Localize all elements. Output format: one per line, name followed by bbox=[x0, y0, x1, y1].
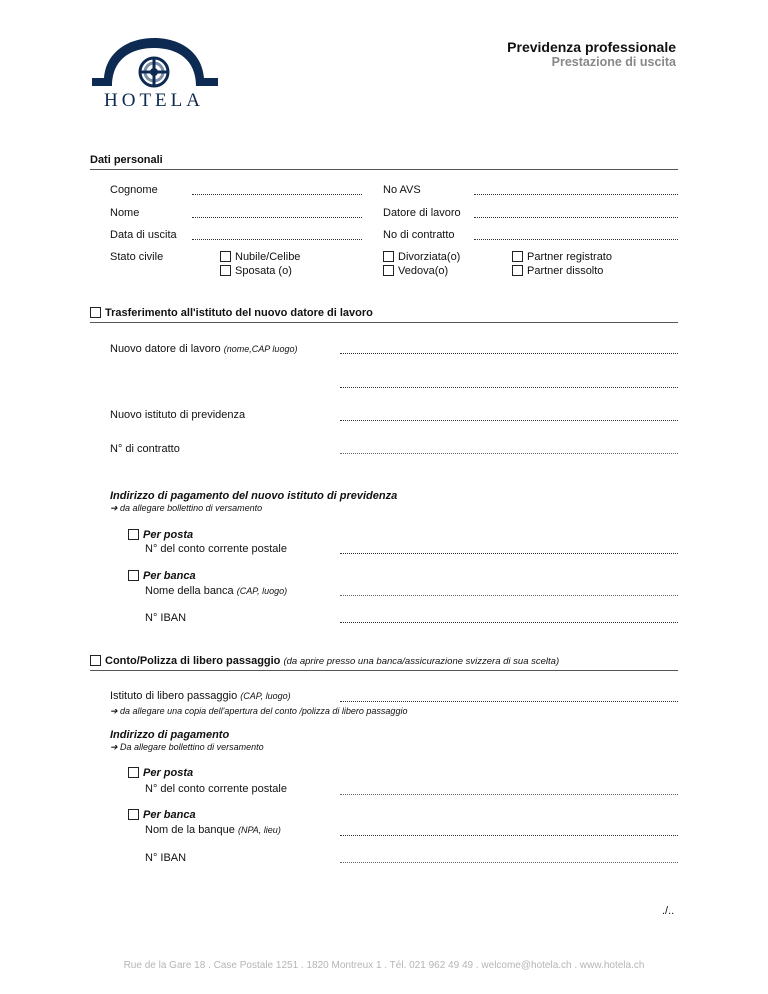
exit-date-field[interactable] bbox=[192, 239, 362, 240]
transfer-iban-field[interactable] bbox=[340, 622, 678, 623]
option-transfer-bank[interactable]: Per banca bbox=[128, 570, 196, 582]
option-single[interactable]: Nubile/Celibe bbox=[220, 251, 300, 263]
checkbox-married[interactable] bbox=[220, 265, 231, 276]
label-employer: Datore di lavoro bbox=[383, 207, 461, 219]
avs-field[interactable] bbox=[474, 194, 678, 195]
new-employer-field-line2[interactable] bbox=[340, 387, 678, 388]
section-vested-benefits bbox=[90, 655, 678, 671]
label-vested-iban: N° IBAN bbox=[145, 852, 187, 864]
checkbox-dissolved-partner[interactable] bbox=[512, 265, 523, 276]
label-vested-institution: Istituto di libero passaggio (CAP, luogo) bbox=[110, 690, 291, 702]
contract-no-field[interactable] bbox=[340, 453, 678, 454]
label-vested-bank-name: Nom de la banque (NPA, lieu) bbox=[145, 824, 281, 836]
checkbox-vested-bank[interactable] bbox=[128, 809, 139, 820]
new-employer-field[interactable] bbox=[340, 353, 678, 354]
label-contract-no: N° di contratto bbox=[110, 443, 180, 455]
footer-address: Rue de la Gare 18 . Case Postale 1251 . 1820 Montreux 1 . Tél. 021 962 49 49 . welcome@hotela.ch . www.hotela.ch bbox=[123, 960, 645, 971]
transfer-payment-heading: Indirizzo di pagamento del nuovo istituto di previdenza bbox=[110, 490, 398, 502]
checkbox-registered-partner[interactable] bbox=[512, 251, 523, 262]
label-new-institution: Nuovo istituto di previdenza bbox=[110, 409, 246, 421]
checkbox-divorced[interactable] bbox=[383, 251, 394, 262]
vested-payment-heading: Indirizzo di pagamento bbox=[110, 729, 230, 741]
label-avs: No AVS bbox=[383, 184, 421, 196]
label-surname: Cognome bbox=[110, 184, 158, 196]
option-divorced[interactable]: Divorziata(o) bbox=[383, 251, 460, 263]
label-exit-date: Data di uscita bbox=[110, 229, 177, 241]
employer-field[interactable] bbox=[474, 217, 678, 218]
option-vested-bank[interactable]: Per banca bbox=[128, 809, 196, 821]
vested-bank-name-field[interactable] bbox=[340, 835, 678, 836]
option-married[interactable]: Sposata (o) bbox=[220, 265, 292, 277]
section-vested-heading: Conto/Polizza di libero passaggio bbox=[105, 655, 281, 667]
section-personal-heading: Dati personali bbox=[90, 154, 163, 166]
document-title: Previdenza professionale bbox=[507, 39, 676, 55]
checkbox-single[interactable] bbox=[220, 251, 231, 262]
surname-field[interactable] bbox=[192, 194, 362, 195]
section-vested-note: (da aprire presso una banca/assicurazione svizzera di sua scelta) bbox=[283, 656, 560, 667]
vested-iban-field[interactable] bbox=[340, 862, 678, 863]
option-dissolved-partner[interactable]: Partner dissolto bbox=[512, 265, 603, 277]
checkbox-transfer[interactable] bbox=[90, 307, 101, 318]
label-name: Nome bbox=[110, 207, 140, 219]
section-personal-data bbox=[90, 154, 678, 170]
option-widowed[interactable]: Vedova(o) bbox=[383, 265, 448, 277]
vested-institution-note: ➔ da allegare una copia dell'apertura del conto /polizza di libero passaggio bbox=[110, 706, 408, 716]
label-civil-status: Stato civile bbox=[110, 251, 164, 263]
checkbox-vested-post[interactable] bbox=[128, 767, 139, 778]
section-transfer-heading: Trasferimento all'istituto del nuovo datore di lavoro bbox=[105, 307, 373, 319]
vested-payment-note: ➔ Da allegare bollettino di versamento bbox=[110, 742, 264, 752]
contract-field[interactable] bbox=[474, 239, 678, 240]
label-transfer-bank-name: Nome della banca (CAP, luogo) bbox=[145, 585, 288, 597]
transfer-postal-account-field[interactable] bbox=[340, 553, 678, 554]
label-new-employer: Nuovo datore di lavoro (nome,CAP luogo) bbox=[110, 343, 298, 355]
name-field[interactable] bbox=[192, 217, 362, 218]
checkbox-transfer-post[interactable] bbox=[128, 529, 139, 540]
logo-text: HOTELA bbox=[104, 90, 204, 111]
document-subtitle: Prestazione di uscita bbox=[551, 55, 676, 69]
option-transfer-post[interactable]: Per posta bbox=[128, 529, 193, 541]
checkbox-vested-benefits[interactable] bbox=[90, 655, 101, 666]
transfer-bank-name-field[interactable] bbox=[340, 595, 678, 596]
hotela-logo-icon bbox=[88, 38, 222, 90]
new-institution-field[interactable] bbox=[340, 420, 678, 421]
option-registered-partner[interactable]: Partner registrato bbox=[512, 251, 612, 263]
vested-postal-account-field[interactable] bbox=[340, 794, 678, 795]
transfer-payment-note: ➔ da allegare bollettino di versamento bbox=[110, 503, 263, 513]
section-transfer bbox=[90, 307, 678, 323]
option-vested-post[interactable]: Per posta bbox=[128, 767, 193, 779]
checkbox-widowed[interactable] bbox=[383, 265, 394, 276]
page-continuation-mark: ./.. bbox=[662, 905, 675, 917]
label-transfer-postal-account: N° del conto corrente postale bbox=[145, 543, 287, 555]
checkbox-transfer-bank[interactable] bbox=[128, 570, 139, 581]
label-transfer-iban: N° IBAN bbox=[145, 612, 187, 624]
label-contract: No di contratto bbox=[383, 229, 455, 241]
vested-institution-field[interactable] bbox=[340, 701, 678, 702]
label-vested-postal-account: N° del conto corrente postale bbox=[145, 783, 287, 795]
